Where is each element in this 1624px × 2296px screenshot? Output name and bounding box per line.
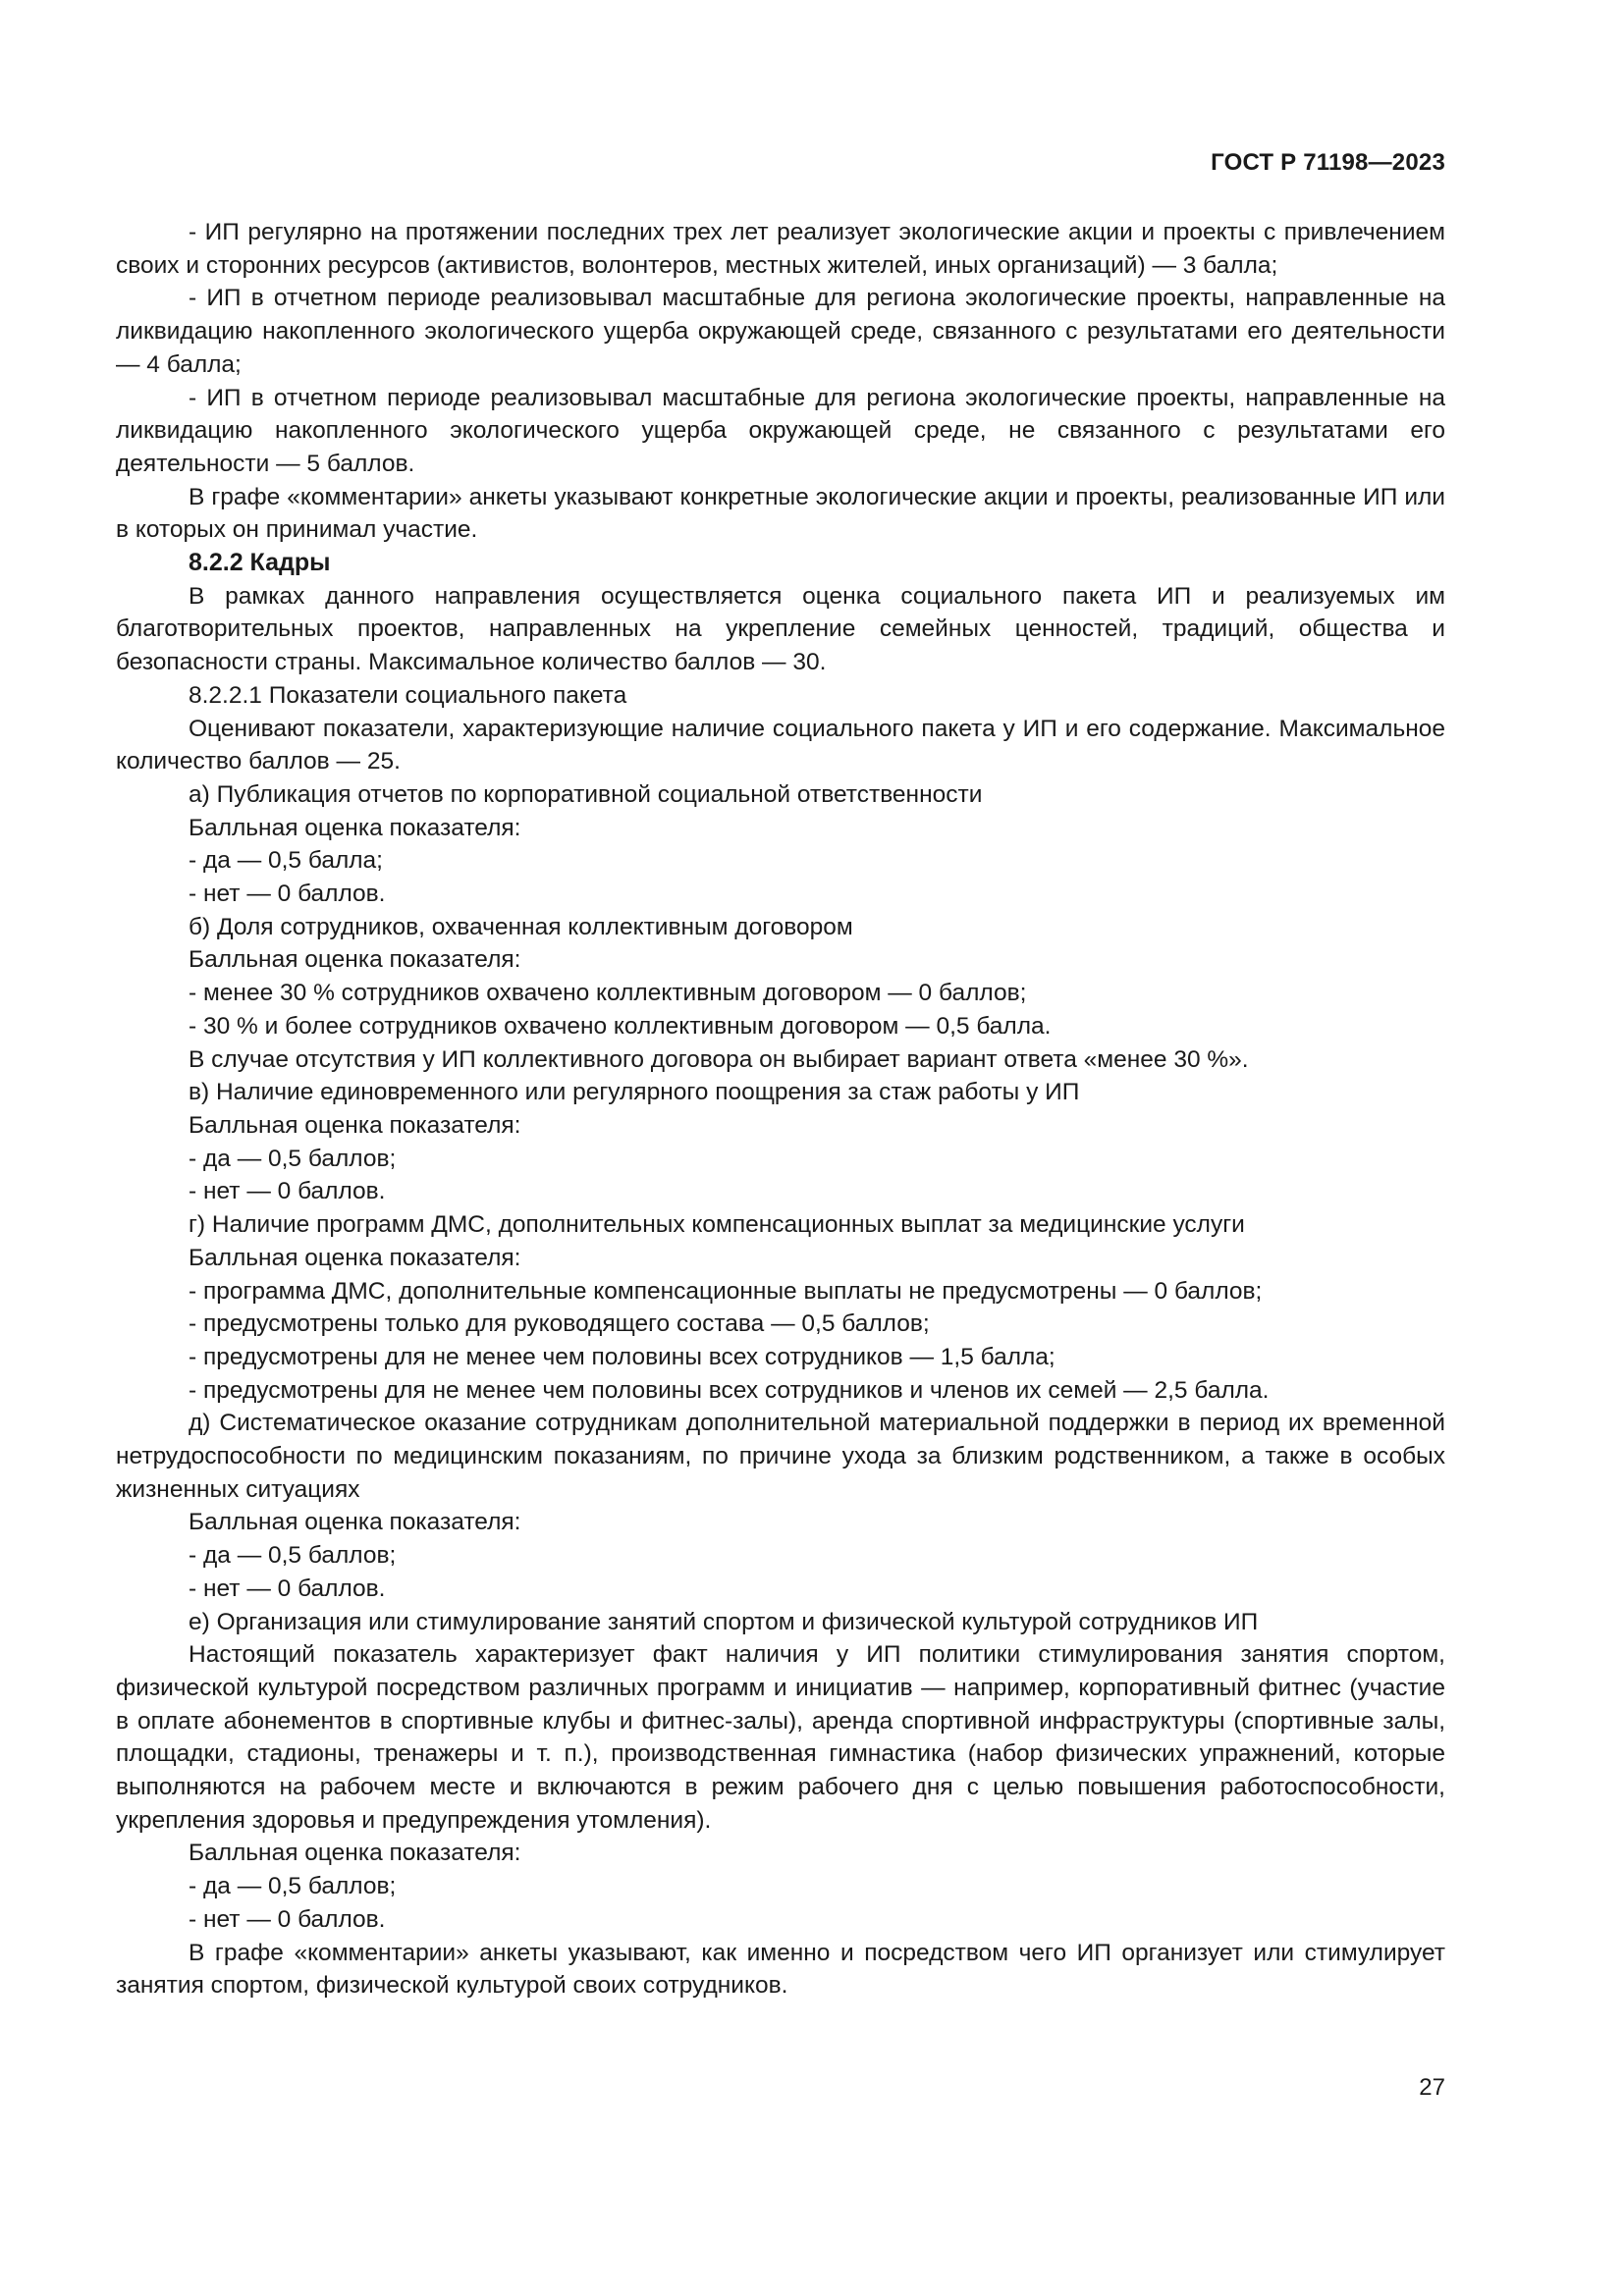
subsection-heading: 8.2.2.1 Показатели социального пакета (189, 681, 627, 709)
paragraph: В графе «комментарии» анкеты указывают, как именно и посредством чего ИП организует или стимулирует занятия спортом, физической культурой своих сотрудников. (116, 1939, 1445, 2000)
paragraph: В случае отсутствия у ИП коллективного договора он выбирает вариант ответа «менее 30 %». (189, 1045, 1249, 1073)
list-item: - да — 0,5 баллов; (189, 1145, 397, 1172)
section-heading: 8.2.2 Кадры (189, 549, 331, 577)
list-item: - нет — 0 баллов. (189, 1575, 386, 1602)
list-item: - программа ДМС, дополнительные компенсационные выплаты не предусмотрены — 0 баллов; (189, 1277, 1263, 1305)
list-item: е) Организация или стимулирование занятий спортом и физической культурой сотрудников ИП (189, 1608, 1259, 1635)
list-item: - менее 30 % сотрудников охвачено коллективным договором — 0 баллов; (189, 980, 1027, 1007)
paragraph: - ИП в отчетном периоде реализовывал масштабные для региона экологические проекты, направленные на ликвидацию накопленного экологического ущерба окружающей среде, связанного с результатами его деятельности — 4 балла; (116, 285, 1445, 378)
list-item: - да — 0,5 баллов; (189, 1542, 397, 1570)
document-body (116, 216, 1445, 2002)
paragraph: Балльная оценка показателя: (189, 1111, 521, 1139)
paragraph: Балльная оценка показателя: (189, 1244, 521, 1271)
paragraph: Балльная оценка показателя: (189, 946, 521, 974)
paragraph: Балльная оценка показателя: (189, 814, 521, 841)
list-item: - 30 % и более сотрудников охвачено коллективным договором — 0,5 балла. (189, 1012, 1052, 1040)
paragraph: Балльная оценка показателя: (189, 1509, 521, 1536)
list-item: г) Наличие программ ДМС, дополнительных компенсационных выплат за медицинские услуги (189, 1211, 1245, 1239)
paragraph: Балльная оценка показателя: (189, 1840, 521, 1867)
list-item: - да — 0,5 балла; (189, 847, 383, 875)
list-item: - да — 0,5 баллов; (189, 1873, 397, 1900)
paragraph: - ИП регулярно на протяжении последних трех лет реализует экологические акции и проекты с привлечением своих и сторонних ресурсов (активистов, волонтеров, местных жителей, иных организаций) — 3 балла; (116, 219, 1445, 279)
paragraph: Оценивают показатели, характеризующие наличие социального пакета у ИП и его содержание. Максимальное количество баллов — 25. (116, 715, 1445, 775)
list-item: б) Доля сотрудников, охваченная коллективным договором (189, 913, 853, 940)
paragraph: - ИП в отчетном периоде реализовывал масштабные для региона экологические проекты, направленные на ликвидацию накопленного экологического ущерба окружающей среде, не связанного с результатами его деятельности — 5 баллов. (116, 384, 1445, 477)
list-item: - предусмотрены только для руководящего состава — 0,5 баллов; (189, 1310, 930, 1338)
list-item: а) Публикация отчетов по корпоративной социальной ответственности (189, 780, 983, 808)
document-standard-header: ГОСТ Р 71198—2023 (1211, 149, 1445, 176)
list-item: - нет — 0 баллов. (189, 1178, 386, 1205)
page-number: 27 (1419, 2074, 1445, 2101)
paragraph: В графе «комментарии» анкеты указывают конкретные экологические акции и проекты, реализованные ИП или в которых он принимал участие. (116, 483, 1445, 544)
paragraph: Настоящий показатель характеризует факт наличия у ИП политики стимулирования занятия спортом, физической культурой посредством различных программ и инициатив — например, корпоративный фитнес (участие в оплате абонементов в спортивные клубы и фитнес-залы), аренда спортивной инфраструктуры (спортивные залы, площадки, стадионы, тренажеры и т. п.), производственная гимнастика (набор физических упражнений, которые выполняются на рабочем месте и включаются в режим рабочего дня с целью повышения работоспособности, укрепления здоровья и предупреждения утомления). (116, 1641, 1445, 1834)
list-item: - нет — 0 баллов. (189, 1905, 386, 1933)
list-item: - нет — 0 баллов. (189, 881, 386, 908)
list-item: - предусмотрены для не менее чем половины всех сотрудников и членов их семей — 2,5 балла. (189, 1376, 1270, 1404)
list-item: - предусмотрены для не менее чем половины всех сотрудников — 1,5 балла; (189, 1343, 1056, 1370)
list-item: д) Систематическое оказание сотрудникам дополнительной материальной поддержки в период их временной нетрудоспособности по медицинским показаниям, по причине ухода за близким родственником, а также в особых жизненных ситуациях (116, 1410, 1445, 1503)
paragraph: В рамках данного направления осуществляется оценка социального пакета ИП и реализуемых им благотворительных проектов, направленных на укрепление семейных ценностей, традиций, общества и безопасности страны. Максимальное количество баллов — 30. (116, 582, 1445, 676)
list-item: в) Наличие единовременного или регулярного поощрения за стаж работы у ИП (189, 1079, 1080, 1106)
